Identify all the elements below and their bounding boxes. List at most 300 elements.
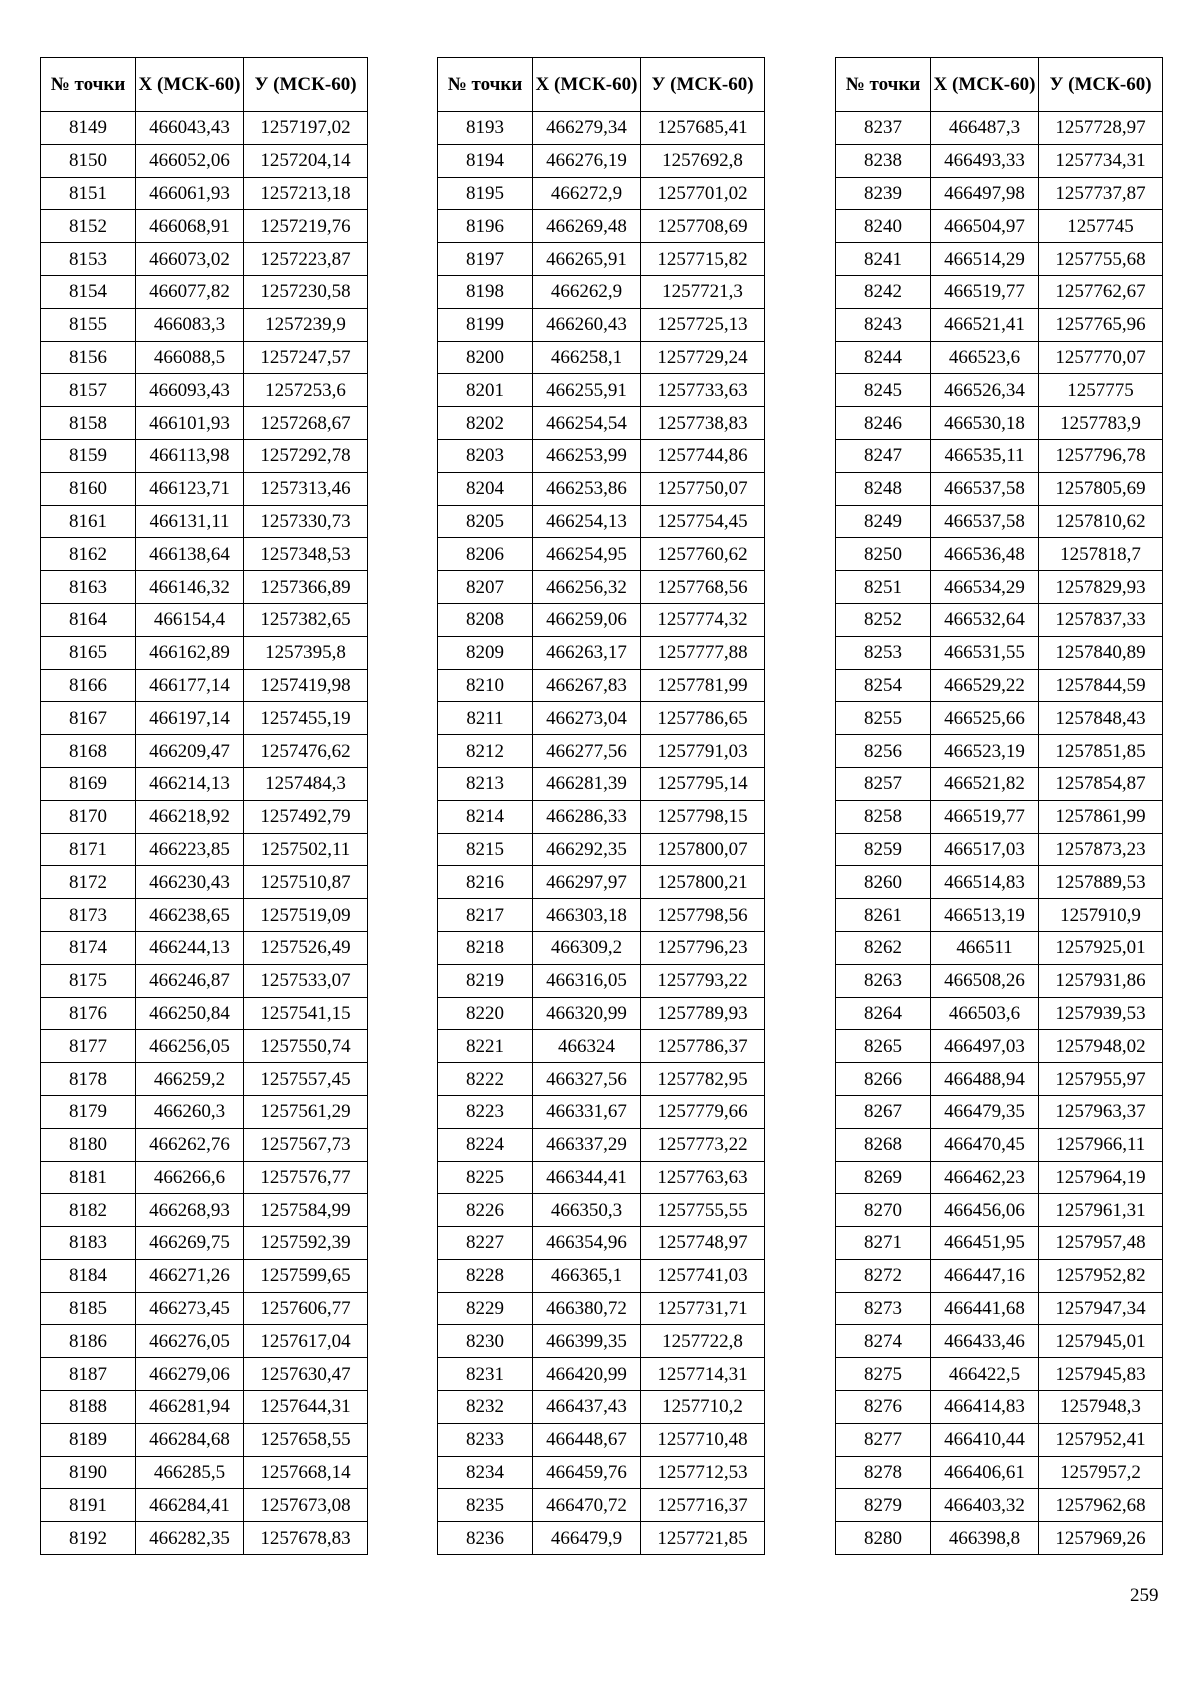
x-coordinate-cell: 466344,41 — [533, 1161, 641, 1194]
page-number: 259 — [1130, 1585, 1159, 1606]
table-row — [41, 538, 368, 571]
point-number-cell: 8183 — [41, 1227, 136, 1260]
point-number-cell: 8176 — [41, 997, 136, 1030]
x-coordinate-cell: 466327,56 — [533, 1063, 641, 1096]
y-coordinate-cell: 1257962,68 — [1039, 1489, 1163, 1522]
table-row — [836, 931, 1163, 964]
table-row — [836, 899, 1163, 932]
table-row — [438, 308, 765, 341]
table-row — [41, 1292, 368, 1325]
point-number-cell: 8151 — [41, 177, 136, 210]
x-coordinate-cell: 466503,6 — [931, 997, 1039, 1030]
table-row — [836, 210, 1163, 243]
table-row — [438, 1128, 765, 1161]
table-row — [438, 636, 765, 669]
x-coordinate-cell: 466511 — [931, 931, 1039, 964]
y-coordinate-cell: 1257755,55 — [641, 1194, 765, 1227]
x-coordinate-cell: 466514,83 — [931, 866, 1039, 899]
x-coordinate-cell: 466508,26 — [931, 964, 1039, 997]
y-coordinate-cell: 1257197,02 — [244, 112, 368, 145]
point-number-cell: 8156 — [41, 341, 136, 374]
point-number-cell: 8190 — [41, 1456, 136, 1489]
point-number-cell: 8263 — [836, 964, 931, 997]
point-number-cell: 8241 — [836, 243, 931, 276]
x-coordinate-cell: 466285,5 — [136, 1456, 244, 1489]
x-coordinate-cell: 466448,67 — [533, 1423, 641, 1456]
table-row — [836, 1227, 1163, 1260]
y-coordinate-cell: 1257745 — [1039, 210, 1163, 243]
y-coordinate-cell: 1257230,58 — [244, 275, 368, 308]
table-row — [41, 899, 368, 932]
point-number-cell: 8266 — [836, 1063, 931, 1096]
point-number-cell: 8203 — [438, 439, 533, 472]
header-y-coordinate: У (МСК-60) — [244, 58, 368, 112]
point-number-cell: 8187 — [41, 1358, 136, 1391]
x-coordinate-cell: 466523,6 — [931, 341, 1039, 374]
table-row — [836, 177, 1163, 210]
table-row — [836, 833, 1163, 866]
point-number-cell: 8257 — [836, 767, 931, 800]
point-number-cell: 8231 — [438, 1358, 533, 1391]
y-coordinate-cell: 1257268,67 — [244, 407, 368, 440]
point-number-cell: 8233 — [438, 1423, 533, 1456]
point-number-cell: 8254 — [836, 669, 931, 702]
table-row — [438, 1456, 765, 1489]
table-row — [438, 374, 765, 407]
table-header-row — [438, 58, 765, 112]
header-x-coordinate: X (МСК-60) — [533, 58, 641, 112]
y-coordinate-cell: 1257599,65 — [244, 1259, 368, 1292]
point-number-cell: 8242 — [836, 275, 931, 308]
point-number-cell: 8260 — [836, 866, 931, 899]
point-number-cell: 8216 — [438, 866, 533, 899]
y-coordinate-cell: 1257889,53 — [1039, 866, 1163, 899]
x-coordinate-cell: 466146,32 — [136, 571, 244, 604]
table-row — [41, 603, 368, 636]
x-coordinate-cell: 466337,29 — [533, 1128, 641, 1161]
table-row — [438, 866, 765, 899]
y-coordinate-cell: 1257737,87 — [1039, 177, 1163, 210]
point-number-cell: 8250 — [836, 538, 931, 571]
point-number-cell: 8246 — [836, 407, 931, 440]
table-row — [438, 1030, 765, 1063]
y-coordinate-cell: 1257810,62 — [1039, 505, 1163, 538]
point-number-cell: 8253 — [836, 636, 931, 669]
y-coordinate-cell: 1257755,68 — [1039, 243, 1163, 276]
table-row — [836, 1522, 1163, 1555]
point-number-cell: 8181 — [41, 1161, 136, 1194]
x-coordinate-cell: 466123,71 — [136, 472, 244, 505]
x-coordinate-cell: 466214,13 — [136, 767, 244, 800]
x-coordinate-cell: 466260,43 — [533, 308, 641, 341]
y-coordinate-cell: 1257533,07 — [244, 964, 368, 997]
x-coordinate-cell: 466309,2 — [533, 931, 641, 964]
x-coordinate-cell: 466316,05 — [533, 964, 641, 997]
header-x-coordinate: X (МСК-60) — [931, 58, 1039, 112]
y-coordinate-cell: 1257795,14 — [641, 767, 765, 800]
table-row — [836, 505, 1163, 538]
point-number-cell: 8153 — [41, 243, 136, 276]
x-coordinate-cell: 466276,19 — [533, 144, 641, 177]
x-coordinate-cell: 466083,3 — [136, 308, 244, 341]
point-number-cell: 8167 — [41, 702, 136, 735]
y-coordinate-cell: 1257931,86 — [1039, 964, 1163, 997]
table-row — [836, 964, 1163, 997]
x-coordinate-cell: 466529,22 — [931, 669, 1039, 702]
y-coordinate-cell: 1257576,77 — [244, 1161, 368, 1194]
point-number-cell: 8197 — [438, 243, 533, 276]
y-coordinate-cell: 1257712,53 — [641, 1456, 765, 1489]
x-coordinate-cell: 466497,03 — [931, 1030, 1039, 1063]
x-coordinate-cell: 466162,89 — [136, 636, 244, 669]
point-number-cell: 8280 — [836, 1522, 931, 1555]
table-row — [41, 341, 368, 374]
x-coordinate-cell: 466513,19 — [931, 899, 1039, 932]
point-number-cell: 8165 — [41, 636, 136, 669]
x-coordinate-cell: 466532,64 — [931, 603, 1039, 636]
point-number-cell: 8166 — [41, 669, 136, 702]
y-coordinate-cell: 1257782,95 — [641, 1063, 765, 1096]
point-number-cell: 8228 — [438, 1259, 533, 1292]
y-coordinate-cell: 1257798,56 — [641, 899, 765, 932]
point-number-cell: 8226 — [438, 1194, 533, 1227]
point-number-cell: 8154 — [41, 275, 136, 308]
y-coordinate-cell: 1257658,55 — [244, 1423, 368, 1456]
point-number-cell: 8251 — [836, 571, 931, 604]
point-number-cell: 8265 — [836, 1030, 931, 1063]
x-coordinate-cell: 466441,68 — [931, 1292, 1039, 1325]
y-coordinate-cell: 1257382,65 — [244, 603, 368, 636]
table-row — [41, 636, 368, 669]
table-row — [41, 1423, 368, 1456]
y-coordinate-cell: 1257592,39 — [244, 1227, 368, 1260]
point-number-cell: 8206 — [438, 538, 533, 571]
point-number-cell: 8205 — [438, 505, 533, 538]
y-coordinate-cell: 1257837,33 — [1039, 603, 1163, 636]
point-number-cell: 8214 — [438, 800, 533, 833]
x-coordinate-cell: 466273,04 — [533, 702, 641, 735]
table-row — [836, 1325, 1163, 1358]
x-coordinate-cell: 466250,84 — [136, 997, 244, 1030]
table-row — [438, 800, 765, 833]
table-row — [438, 1227, 765, 1260]
x-coordinate-cell: 466068,91 — [136, 210, 244, 243]
header-point-number: № точки — [836, 58, 931, 112]
y-coordinate-cell: 1257854,87 — [1039, 767, 1163, 800]
y-coordinate-cell: 1257765,96 — [1039, 308, 1163, 341]
point-number-cell: 8202 — [438, 407, 533, 440]
y-coordinate-cell: 1257484,3 — [244, 767, 368, 800]
table-row — [836, 800, 1163, 833]
point-number-cell: 8194 — [438, 144, 533, 177]
y-coordinate-cell: 1257678,83 — [244, 1522, 368, 1555]
point-number-cell: 8255 — [836, 702, 931, 735]
y-coordinate-cell: 1257762,67 — [1039, 275, 1163, 308]
header-point-number: № точки — [438, 58, 533, 112]
table-row — [438, 505, 765, 538]
y-coordinate-cell: 1257550,74 — [244, 1030, 368, 1063]
table-row — [836, 1489, 1163, 1522]
x-coordinate-cell: 466437,43 — [533, 1391, 641, 1424]
x-coordinate-cell: 466138,64 — [136, 538, 244, 571]
table-row — [438, 702, 765, 735]
point-number-cell: 8247 — [836, 439, 931, 472]
point-number-cell: 8164 — [41, 603, 136, 636]
point-number-cell: 8267 — [836, 1095, 931, 1128]
point-number-cell: 8157 — [41, 374, 136, 407]
y-coordinate-cell: 1257796,23 — [641, 931, 765, 964]
y-coordinate-cell: 1257714,31 — [641, 1358, 765, 1391]
x-coordinate-cell: 466077,82 — [136, 275, 244, 308]
point-number-cell: 8272 — [836, 1259, 931, 1292]
point-number-cell: 8159 — [41, 439, 136, 472]
table-row — [41, 1259, 368, 1292]
y-coordinate-cell: 1257861,99 — [1039, 800, 1163, 833]
point-number-cell: 8182 — [41, 1194, 136, 1227]
y-coordinate-cell: 1257768,56 — [641, 571, 765, 604]
table-row — [41, 177, 368, 210]
table-row — [41, 407, 368, 440]
y-coordinate-cell: 1257925,01 — [1039, 931, 1163, 964]
x-coordinate-cell: 466320,99 — [533, 997, 641, 1030]
point-number-cell: 8188 — [41, 1391, 136, 1424]
table-row — [41, 472, 368, 505]
y-coordinate-cell: 1257961,31 — [1039, 1194, 1163, 1227]
x-coordinate-cell: 466535,11 — [931, 439, 1039, 472]
point-number-cell: 8193 — [438, 112, 533, 145]
x-coordinate-cell: 466273,45 — [136, 1292, 244, 1325]
y-coordinate-cell: 1257796,78 — [1039, 439, 1163, 472]
y-coordinate-cell: 1257673,08 — [244, 1489, 368, 1522]
point-number-cell: 8200 — [438, 341, 533, 374]
x-coordinate-cell: 466263,17 — [533, 636, 641, 669]
x-coordinate-cell: 466365,1 — [533, 1259, 641, 1292]
table-row — [438, 964, 765, 997]
y-coordinate-cell: 1257239,9 — [244, 308, 368, 341]
x-coordinate-cell: 466420,99 — [533, 1358, 641, 1391]
x-coordinate-cell: 466271,26 — [136, 1259, 244, 1292]
point-number-cell: 8160 — [41, 472, 136, 505]
table-row — [438, 931, 765, 964]
table-row — [41, 1030, 368, 1063]
y-coordinate-cell: 1257818,7 — [1039, 538, 1163, 571]
table-row — [836, 112, 1163, 145]
point-number-cell: 8237 — [836, 112, 931, 145]
table-row — [438, 407, 765, 440]
x-coordinate-cell: 466279,06 — [136, 1358, 244, 1391]
x-coordinate-cell: 466399,35 — [533, 1325, 641, 1358]
y-coordinate-cell: 1257692,8 — [641, 144, 765, 177]
table-row — [836, 374, 1163, 407]
table-header-row — [836, 58, 1163, 112]
x-coordinate-cell: 466255,91 — [533, 374, 641, 407]
y-coordinate-cell: 1257519,09 — [244, 899, 368, 932]
point-number-cell: 8174 — [41, 931, 136, 964]
x-coordinate-cell: 466177,14 — [136, 669, 244, 702]
point-number-cell: 8220 — [438, 997, 533, 1030]
point-number-cell: 8177 — [41, 1030, 136, 1063]
y-coordinate-cell: 1257873,23 — [1039, 833, 1163, 866]
table-row — [836, 308, 1163, 341]
x-coordinate-cell: 466088,5 — [136, 341, 244, 374]
y-coordinate-cell: 1257851,85 — [1039, 735, 1163, 768]
y-coordinate-cell: 1257541,15 — [244, 997, 368, 1030]
x-coordinate-cell: 466414,83 — [931, 1391, 1039, 1424]
x-coordinate-cell: 466521,41 — [931, 308, 1039, 341]
x-coordinate-cell: 466256,05 — [136, 1030, 244, 1063]
y-coordinate-cell: 1257966,11 — [1039, 1128, 1163, 1161]
table-row — [438, 144, 765, 177]
x-coordinate-cell: 466531,55 — [931, 636, 1039, 669]
table-row — [41, 505, 368, 538]
x-coordinate-cell: 466380,72 — [533, 1292, 641, 1325]
y-coordinate-cell: 1257685,41 — [641, 112, 765, 145]
y-coordinate-cell: 1257774,32 — [641, 603, 765, 636]
x-coordinate-cell: 466479,9 — [533, 1522, 641, 1555]
y-coordinate-cell: 1257939,53 — [1039, 997, 1163, 1030]
table-row — [438, 1194, 765, 1227]
table-header-row — [41, 58, 368, 112]
table-row — [41, 1522, 368, 1555]
point-number-cell: 8276 — [836, 1391, 931, 1424]
point-number-cell: 8152 — [41, 210, 136, 243]
x-coordinate-cell: 466253,99 — [533, 439, 641, 472]
x-coordinate-cell: 466253,86 — [533, 472, 641, 505]
y-coordinate-cell: 1257219,76 — [244, 210, 368, 243]
point-number-cell: 8178 — [41, 1063, 136, 1096]
point-number-cell: 8235 — [438, 1489, 533, 1522]
y-coordinate-cell: 1257725,13 — [641, 308, 765, 341]
point-number-cell: 8221 — [438, 1030, 533, 1063]
y-coordinate-cell: 1257584,99 — [244, 1194, 368, 1227]
table-row — [41, 735, 368, 768]
y-coordinate-cell: 1257419,98 — [244, 669, 368, 702]
y-coordinate-cell: 1257800,07 — [641, 833, 765, 866]
y-coordinate-cell: 1257969,26 — [1039, 1522, 1163, 1555]
x-coordinate-cell: 466265,91 — [533, 243, 641, 276]
point-number-cell: 8208 — [438, 603, 533, 636]
point-number-cell: 8185 — [41, 1292, 136, 1325]
y-coordinate-cell: 1257348,53 — [244, 538, 368, 571]
point-number-cell: 8240 — [836, 210, 931, 243]
y-coordinate-cell: 1257952,82 — [1039, 1259, 1163, 1292]
y-coordinate-cell: 1257948,02 — [1039, 1030, 1163, 1063]
x-coordinate-cell: 466259,06 — [533, 603, 641, 636]
y-coordinate-cell: 1257840,89 — [1039, 636, 1163, 669]
x-coordinate-cell: 466519,77 — [931, 800, 1039, 833]
table-row — [41, 702, 368, 735]
point-number-cell: 8158 — [41, 407, 136, 440]
table-row — [836, 1161, 1163, 1194]
table-row — [41, 1095, 368, 1128]
point-number-cell: 8161 — [41, 505, 136, 538]
x-coordinate-cell: 466284,68 — [136, 1423, 244, 1456]
table-row — [438, 243, 765, 276]
table-row — [41, 1128, 368, 1161]
x-coordinate-cell: 466269,48 — [533, 210, 641, 243]
x-coordinate-cell: 466101,93 — [136, 407, 244, 440]
point-number-cell: 8261 — [836, 899, 931, 932]
y-coordinate-cell: 1257716,37 — [641, 1489, 765, 1522]
point-number-cell: 8227 — [438, 1227, 533, 1260]
x-coordinate-cell: 466297,97 — [533, 866, 641, 899]
y-coordinate-cell: 1257223,87 — [244, 243, 368, 276]
point-number-cell: 8184 — [41, 1259, 136, 1292]
table-row — [438, 603, 765, 636]
y-coordinate-cell: 1257744,86 — [641, 439, 765, 472]
table-row — [836, 275, 1163, 308]
point-number-cell: 8232 — [438, 1391, 533, 1424]
point-number-cell: 8275 — [836, 1358, 931, 1391]
table-row — [836, 341, 1163, 374]
table-row — [41, 767, 368, 800]
table-row — [438, 899, 765, 932]
x-coordinate-cell: 466073,02 — [136, 243, 244, 276]
x-coordinate-cell: 466497,98 — [931, 177, 1039, 210]
x-coordinate-cell: 466281,94 — [136, 1391, 244, 1424]
y-coordinate-cell: 1257805,69 — [1039, 472, 1163, 505]
point-number-cell: 8169 — [41, 767, 136, 800]
table-row — [836, 1358, 1163, 1391]
table-row — [836, 538, 1163, 571]
table-row — [836, 1194, 1163, 1227]
table-row — [836, 1128, 1163, 1161]
point-number-cell: 8179 — [41, 1095, 136, 1128]
x-coordinate-cell: 466260,3 — [136, 1095, 244, 1128]
y-coordinate-cell: 1257644,31 — [244, 1391, 368, 1424]
y-coordinate-cell: 1257366,89 — [244, 571, 368, 604]
y-coordinate-cell: 1257476,62 — [244, 735, 368, 768]
x-coordinate-cell: 466534,29 — [931, 571, 1039, 604]
y-coordinate-cell: 1257844,59 — [1039, 669, 1163, 702]
table-row — [438, 1095, 765, 1128]
x-coordinate-cell: 466230,43 — [136, 866, 244, 899]
point-number-cell: 8225 — [438, 1161, 533, 1194]
y-coordinate-cell: 1257606,77 — [244, 1292, 368, 1325]
y-coordinate-cell: 1257247,57 — [244, 341, 368, 374]
y-coordinate-cell: 1257945,83 — [1039, 1358, 1163, 1391]
table-row — [41, 275, 368, 308]
y-coordinate-cell: 1257947,34 — [1039, 1292, 1163, 1325]
x-coordinate-cell: 466354,96 — [533, 1227, 641, 1260]
point-number-cell: 8168 — [41, 735, 136, 768]
x-coordinate-cell: 466254,95 — [533, 538, 641, 571]
y-coordinate-cell: 1257781,99 — [641, 669, 765, 702]
table-row — [438, 1259, 765, 1292]
table-row — [438, 472, 765, 505]
point-number-cell: 8198 — [438, 275, 533, 308]
table-row — [836, 702, 1163, 735]
x-coordinate-cell: 466266,6 — [136, 1161, 244, 1194]
y-coordinate-cell: 1257910,9 — [1039, 899, 1163, 932]
point-number-cell: 8268 — [836, 1128, 931, 1161]
point-number-cell: 8264 — [836, 997, 931, 1030]
x-coordinate-cell: 466525,66 — [931, 702, 1039, 735]
y-coordinate-cell: 1257789,93 — [641, 997, 765, 1030]
x-coordinate-cell: 466272,9 — [533, 177, 641, 210]
table-row — [41, 439, 368, 472]
table-row — [438, 275, 765, 308]
point-number-cell: 8279 — [836, 1489, 931, 1522]
x-coordinate-cell: 466447,16 — [931, 1259, 1039, 1292]
point-number-cell: 8204 — [438, 472, 533, 505]
x-coordinate-cell: 466526,34 — [931, 374, 1039, 407]
x-coordinate-cell: 466479,35 — [931, 1095, 1039, 1128]
table-row — [41, 243, 368, 276]
table-row — [41, 997, 368, 1030]
y-coordinate-cell: 1257793,22 — [641, 964, 765, 997]
x-coordinate-cell: 466403,32 — [931, 1489, 1039, 1522]
